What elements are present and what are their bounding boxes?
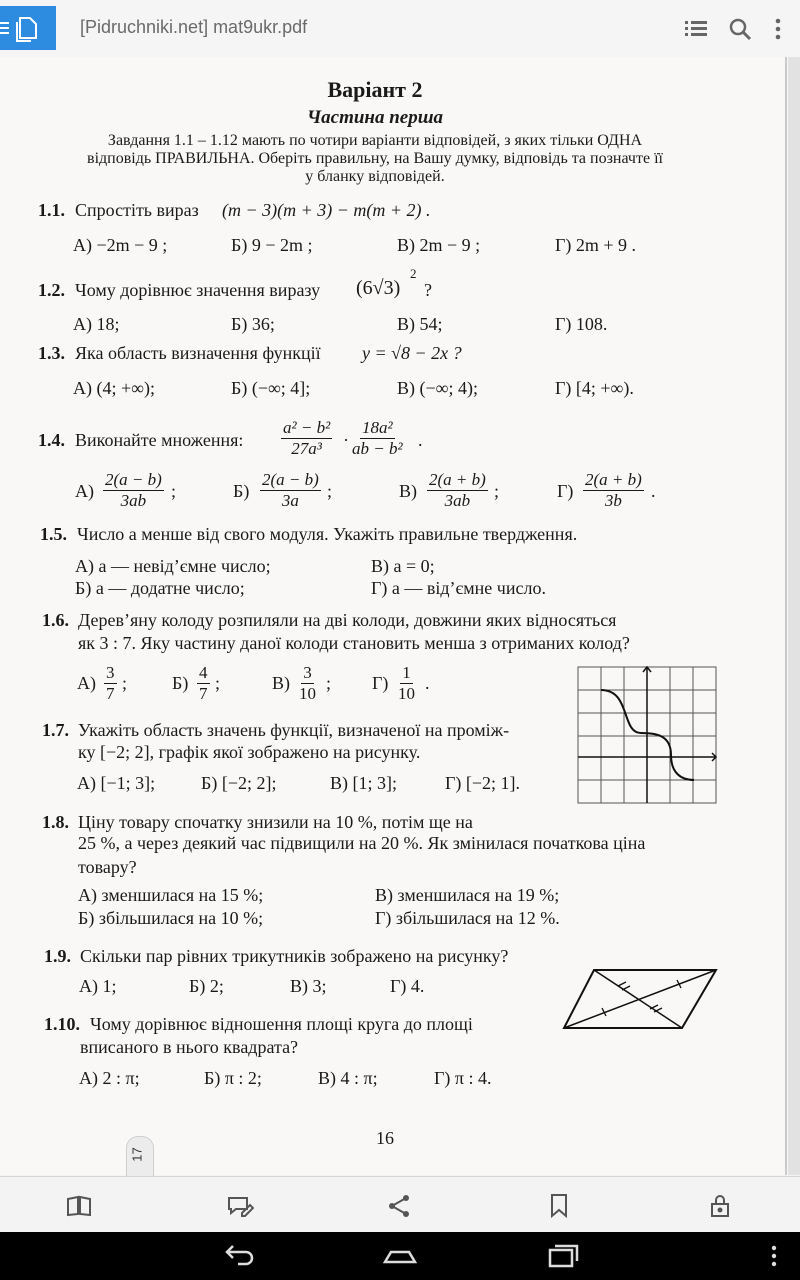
- answer-option: Б) (−∞; 4];: [231, 378, 311, 398]
- question-number: 1.9.: [44, 946, 71, 966]
- numerator: 2(a + b): [429, 470, 486, 489]
- numerator: 2(a − b): [262, 470, 319, 489]
- denominator: 3ab: [120, 491, 147, 510]
- system-nav-bar: [0, 1232, 800, 1280]
- question-text: Чому дорівнює значення виразу: [75, 280, 321, 300]
- answer-option: Б) 9 − 2m ;: [231, 235, 313, 255]
- denominator: 10: [398, 684, 415, 703]
- answer-option: Г) a — від’ємне число.: [371, 578, 546, 598]
- question-text: Яка область визначення функції: [75, 343, 321, 363]
- denominator: 3ab: [444, 491, 471, 510]
- numerator: 2(a + b): [585, 470, 642, 489]
- lock-icon[interactable]: [708, 1193, 734, 1219]
- question-number: 1.1.: [38, 200, 65, 220]
- answer-label: Б): [172, 673, 189, 693]
- answer-label: В): [272, 673, 290, 693]
- answer-option: Г) 2m + 9 .: [555, 235, 637, 255]
- numerator: 1: [402, 663, 411, 682]
- numerator: 3: [303, 663, 312, 682]
- question-text: як 3 : 7. Яку частину даної колоди становить менша з отриманих колод?: [78, 633, 630, 653]
- answer-option: А) 18;: [73, 314, 120, 334]
- expression: (6√3): [356, 277, 401, 299]
- answer-option: В) 3;: [290, 976, 327, 996]
- fraction: [427, 470, 488, 511]
- multiply-dot: ·: [343, 430, 349, 450]
- fraction: [299, 663, 316, 704]
- answer-option: Г) 4.: [390, 976, 425, 996]
- page-indicator-tab[interactable]: [126, 1136, 154, 1178]
- separator: ;: [326, 673, 332, 693]
- answer-option: А) (4; +∞);: [73, 378, 155, 398]
- question-number: 1.6.: [42, 610, 69, 630]
- numerator: 18a²: [361, 418, 393, 437]
- question-text: ку [−2; 2], графік якої зображено на рисунку.: [78, 742, 421, 762]
- list-icon[interactable]: [683, 16, 709, 42]
- comment-icon[interactable]: [226, 1193, 252, 1219]
- intro-line: Завдання 1.1 – 1.12 мають по чотири варіанти відповідей, з яких тільки ОДНА: [107, 132, 643, 149]
- question-text: Спростіть вираз: [75, 200, 199, 220]
- fraction: [398, 663, 415, 704]
- question-text: Скільки пар рівних трикутників зображено на рисунку?: [80, 946, 509, 966]
- variant-heading: Варіант 2: [327, 77, 423, 102]
- question-number: 1.4.: [38, 430, 65, 450]
- answer-option: В) a = 0;: [371, 556, 435, 576]
- numerator: 4: [199, 663, 208, 682]
- document-title: [Pidruchniki.net] mat9ukr.pdf: [80, 17, 308, 37]
- overflow-menu-icon[interactable]: [768, 16, 788, 42]
- fraction: [583, 470, 644, 511]
- search-icon[interactable]: [727, 16, 753, 42]
- answer-option: А) 2 : π;: [79, 1068, 140, 1088]
- answer-option: А) a — невід’ємне число;: [75, 556, 271, 576]
- answer-option: В) [1; 3];: [330, 773, 397, 793]
- separator: .: [425, 673, 430, 693]
- question-number: 1.2.: [38, 280, 65, 300]
- fraction: [352, 418, 403, 459]
- fraction: [260, 470, 321, 511]
- question-number: 1.8.: [42, 812, 69, 832]
- answer-option: Б) збільшилася на 10 %;: [78, 908, 264, 928]
- answer-option: Б) π : 2;: [204, 1068, 262, 1088]
- denominator: 7: [199, 684, 208, 703]
- answer-option: Г) збільшилася на 12 %.: [375, 908, 560, 928]
- parallelogram-figure: [560, 964, 720, 1034]
- answer-label: Г): [557, 481, 574, 501]
- answer-option: В) 4 : π;: [318, 1068, 378, 1088]
- separator: ;: [494, 481, 500, 501]
- separator: ;: [122, 673, 128, 693]
- question-text: Чому дорівнює відношення площі круга до площі: [90, 1014, 473, 1034]
- more-icon[interactable]: [768, 1242, 780, 1275]
- question-text: Ціну товару спочатку знизили на 10 %, потім ще на: [78, 812, 473, 832]
- question-number: 1.10.: [44, 1014, 80, 1034]
- answer-option: В) (−∞; 4);: [397, 378, 478, 398]
- menu-pages-icon[interactable]: [0, 6, 56, 50]
- answer-option: Г) 108.: [555, 314, 608, 334]
- answer-option: Б) [−2; 2];: [201, 773, 277, 793]
- question-number: 1.3.: [38, 343, 65, 363]
- answer-option: А) зменшилася на 15 %;: [78, 885, 264, 905]
- question-text: товару?: [78, 857, 137, 877]
- answer-label: Б): [233, 481, 250, 501]
- intro-line: відповідь ПРАВИЛЬНА. Оберіть правильну, на Вашу думку, відповідь та позначте її: [87, 150, 663, 167]
- expression: y = √8 − 2x ?: [362, 343, 462, 363]
- page-number: 16: [376, 1128, 394, 1148]
- answer-option: Б) a — додатне число;: [75, 578, 245, 598]
- question-text: 25 %, а через деякий час підвищили на 20 %. Як змінилася початкова ціна: [78, 833, 646, 853]
- numerator: a² − b²: [283, 418, 331, 437]
- answer-option: Г) [4; +∞).: [555, 378, 634, 398]
- bottom-toolbar: [0, 1176, 800, 1233]
- expression: (m − 3)(m + 3) − m(m + 2) .: [222, 200, 431, 220]
- denominator: ab − b²: [352, 439, 403, 458]
- function-graph: [576, 665, 718, 805]
- answer-option: Г) π : 4.: [434, 1068, 492, 1088]
- separator: ;: [327, 481, 333, 501]
- share-icon[interactable]: [386, 1193, 412, 1219]
- answer-option: Б) 2;: [189, 976, 224, 996]
- back-icon[interactable]: [220, 1242, 256, 1275]
- question-text: Дерев’яну колоду розпиляли на дві колоди, довжини яких відносяться: [78, 610, 617, 630]
- question-text: Укажіть область значень функції, визначеної на проміж-: [78, 720, 510, 740]
- fraction: [103, 470, 164, 511]
- answer-label: В): [399, 481, 417, 501]
- answer-option: Б) 36;: [231, 314, 275, 334]
- answer-option: В) 54;: [397, 314, 443, 334]
- answer-option: В) 2m − 9 ;: [397, 235, 481, 255]
- numerator: 2(a − b): [105, 470, 162, 489]
- question-number: 1.7.: [42, 720, 69, 740]
- answer-label: А): [77, 673, 96, 693]
- home-icon[interactable]: [382, 1242, 418, 1275]
- fraction: [281, 418, 332, 459]
- fraction: [104, 663, 117, 704]
- book-icon[interactable]: [66, 1193, 92, 1219]
- question-text: вписаного в нього квадрата?: [80, 1037, 299, 1057]
- separator: ;: [171, 481, 177, 501]
- part-heading: Частина перша: [306, 107, 444, 128]
- fraction: [197, 663, 210, 704]
- answer-option: А) −2m − 9 ;: [73, 235, 168, 255]
- question-mark: ?: [424, 280, 432, 300]
- question-text: Число a менше від свого модуля. Укажіть правильне твердження.: [77, 524, 578, 544]
- app-toolbar: [0, 0, 800, 58]
- denominator: 10: [299, 684, 316, 703]
- answer-option: В) зменшилася на 19 %;: [375, 885, 560, 905]
- denominator: 27a³: [291, 439, 322, 458]
- denominator: 3b: [604, 491, 622, 510]
- answer-option: Г) [−2; 1].: [445, 773, 521, 793]
- answer-label: А): [75, 481, 94, 501]
- bookmark-icon[interactable]: [548, 1193, 574, 1219]
- numerator: 3: [106, 663, 115, 682]
- question-text: Виконайте множення:: [75, 430, 244, 450]
- period: .: [418, 430, 423, 450]
- answer-option: А) 1;: [79, 976, 117, 996]
- page-indicator-label: 17: [129, 1147, 145, 1162]
- separator: .: [651, 481, 656, 501]
- answer-label: Г): [372, 673, 389, 693]
- question-number: 1.5.: [40, 524, 67, 544]
- exponent: 2: [410, 266, 417, 281]
- intro-line: у бланку відповідей.: [305, 168, 445, 185]
- answer-option: А) [−1; 3];: [77, 773, 156, 793]
- scrollbar[interactable]: [788, 57, 800, 1175]
- separator: ;: [215, 673, 221, 693]
- page-edge: [785, 57, 787, 1175]
- denominator: 7: [106, 684, 115, 703]
- denominator: 3a: [281, 491, 299, 510]
- recents-icon[interactable]: [546, 1242, 582, 1275]
